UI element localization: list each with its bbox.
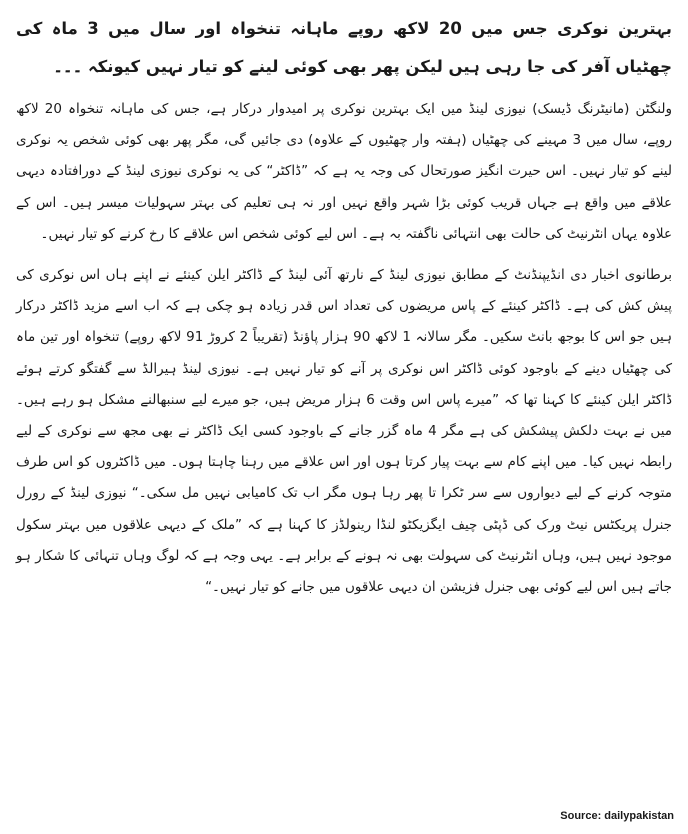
article-headline: بہترین نوکری جس میں 20 لاکھ روپے ماہانہ تنخواہ اور سال میں 3 ماہ کی چھٹیاں آفر کی جا رہی ہیں لیکن پھر بھی کوئی لینے کو تیار نہیں کیونکہ ۔۔۔ <box>16 19 673 76</box>
article-paragraph-2: برطانوی اخبار دی انڈیپنڈنٹ کے مطابق نیوزی لینڈ کے نارتھ آئی لینڈ کے ڈاکٹر ایلن کینئے نے اپنے ہاں اس نوکری کی پیش کش کی ہے۔ ڈاکٹر کینئے کے پاس مریضوں کی تعداد اس قدر زیادہ ہو چکی ہے کہ اب اسے مزید ڈاکٹر درکار ہیں جو اس کا بوجھ بانٹ سکیں۔ مگر سالانہ 1 لاکھ 90 ہزار پاؤنڈ (تقریباً 2 کروڑ 91 لاکھ روپے) تنخواہ اور تین ماہ کی چھٹیاں دینے کے باوجود کوئی ڈاکٹر اس نوکری پر آنے کو تیار نہیں ہے۔ نیوزی لینڈ ہیرالڈ سے گفتگو کرتے ہوئے ڈاکٹر ایلن کینئے کا کہنا تھا کہ ”میرے پاس اس وقت 6 ہزار مریض ہیں، جو میرے لیے سنبھالنے مشکل ہو رہے ہیں۔ میں نے بہت دلکش پیشکش کی ہے مگر 4 ماہ گزر جانے کے باوجود کسی ایک ڈاکٹر نے بھی مجھ سے نوکری کے لیے رابطہ نہیں کیا۔ میں اپنے کام سے بہت پیار کرتا ہوں اور اس علاقے میں رہنا چاہتا ہوں۔ میں ڈاکٹروں کو اس طرف متوجہ کرنے کے لیے دیواروں سے سر ٹکرا تا پھر رہا ہوں مگر اب تک کامیابی نہیں مل سکی۔“ نیوزی لینڈ کے رورل جنرل پریکٹس نیٹ ورک کی ڈپٹی چیف ایگزیکٹو لنڈا رینولڈز کا کہنا ہے کہ ”ملک کے دیہی علاقوں میں بہتر سکول موجود نہیں ہیں، وہاں انٹرنیٹ کی سہولت بھی نہ ہونے کے برابر ہے۔ یہی وجہ ہے کہ لوگ وہاں تنہائی کا شکار ہو جاتے ہیں اس لیے کوئی بھی جنرل فزیشن ان دیہی علاقوں میں جانے کو تیار نہیں۔“ <box>16 267 672 596</box>
article-paragraph-1: ولنگٹن (مانیٹرنگ ڈیسک) نیوزی لینڈ میں ایک بہترین نوکری پر امیدوار درکار ہے، جس کی ماہانہ تنخواہ 20 لاکھ روپے، سال میں 3 مہینے کی چھٹیاں (ہفتہ وار چھٹیوں کے علاوہ) دی جائیں گی، مگر پھر بھی کوئی شخص یہ نوکری لینے کو تیار نہیں۔ اس حیرت انگیز صورتحال کی وجہ یہ ہے کہ ”ڈاکٹر“ کی یہ نوکری نیوزی لینڈ کے دورافتادہ دیہی علاقے میں واقع ہے جہاں قریب کوئی بڑا شہر واقع نہیں اور نہ ہی تعلیم کی بہتر سہولیات میسر ہیں۔ اس کے علاوہ یہاں انٹرنیٹ کی حالت بھی انتہائی ناگفتہ بہ ہے۔ اس لیے کوئی شخص اس علاقے کا رخ کرنے کو تیار نہیں۔ <box>16 101 672 242</box>
source-credit: Source: dailypakistan <box>560 810 674 822</box>
